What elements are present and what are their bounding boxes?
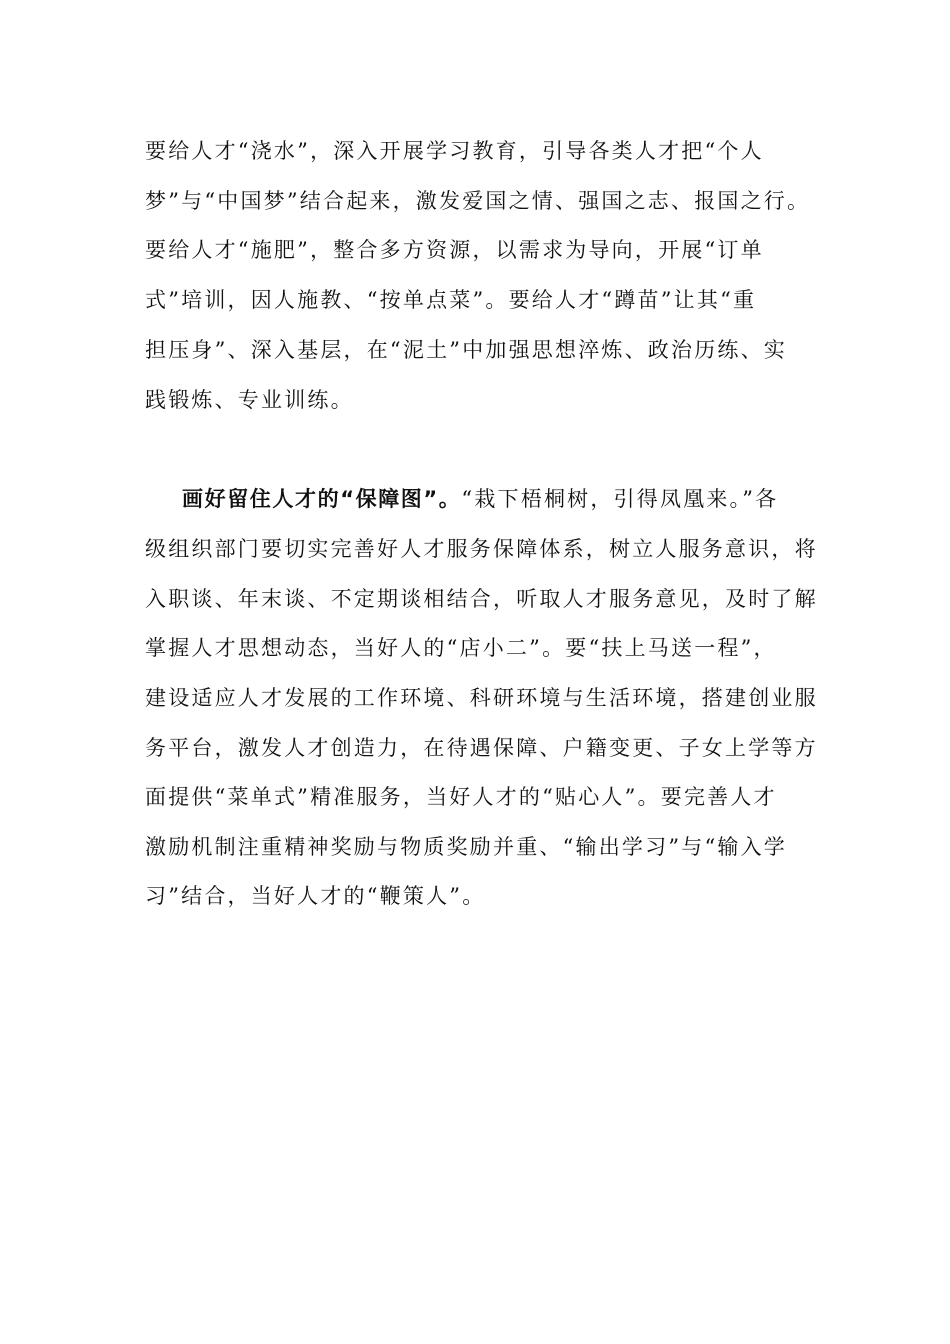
text-line: 梦”与“中国梦”结合起来，激发爱国之情、强国之志、报国之行。 (145, 189, 811, 213)
text-line: 掌握人才思想动态，当好人的“店小二”。要“扶上马送一程”， (145, 636, 777, 660)
text-line: 担压身”、深入基层，在“泥土”中加强思想淬炼、政治历练、实 (145, 338, 788, 362)
text-line: 入职谈、年末谈、不定期谈相结合，听取人才服务意见，及时了解 (145, 587, 818, 611)
quote-text: “栽下梧桐树，引得凤凰来。”各 (461, 487, 779, 511)
text-line (182, 484, 778, 514)
paragraph-heading: 画好留住人才的“保障图”。 (182, 487, 462, 511)
text-line: 践锻炼、专业训练。 (145, 388, 354, 412)
text-line: 激励机制注重精神奖励与物质奖励并重、“输出学习”与“输入学 (145, 835, 788, 859)
text-line: 面提供“菜单式”精准服务，当好人才的“贴心人”。要完善人才 (145, 785, 777, 809)
text-line: 要给人才“施肥”，整合多方资源，以需求为导向，开展“订单 (145, 238, 764, 262)
text-line: 务平台，激发人才创造力，在待遇保障、户籍变更、子女上学等方 (145, 736, 818, 760)
text-line: 式”培训，因人施教、“按单点菜”。要给人才“蹲苗”让其“重 (145, 288, 757, 312)
text-line: 要给人才“浇水”，深入开展学习教育，引导各类人才把“个人 (145, 139, 764, 163)
text-line: 建设适应人才发展的工作环境、科研环境与生活环境，搭建创业服 (145, 686, 818, 710)
text-line: 级组织部门要切实完善好人才服务保障体系，树立人服务意识，将 (145, 537, 818, 561)
text-line: 习”结合，当好人才的“鞭策人”。 (145, 884, 486, 908)
